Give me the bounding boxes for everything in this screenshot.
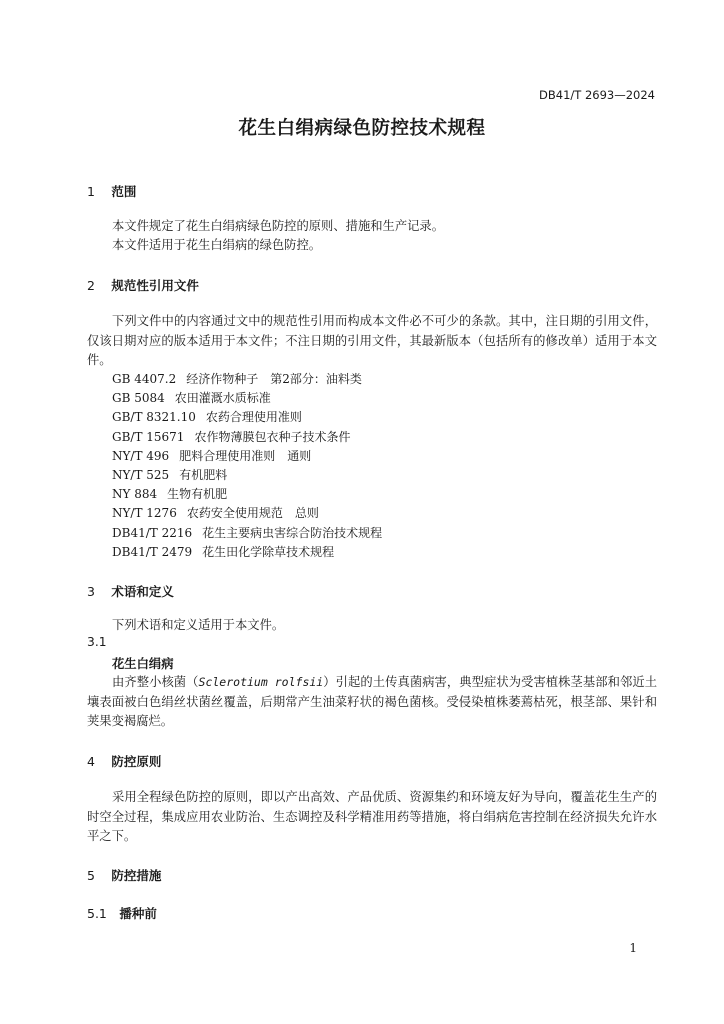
section-4-para: 采用全程绿色防控的原则，即以产出高效、产品优质、资源集约和环境友好为导向，覆盖花生生产的时空全过程，集成应用农业防治、生态调控及科学精准用药等措施，将白绢病危害控制在经济损失允许水平之下。 <box>87 790 657 843</box>
ref-name: 花生主要病虫害综合防治技术规程 <box>202 525 383 540</box>
list-item <box>112 370 382 389</box>
ref-code: DB41/T 2479 <box>112 544 193 559</box>
section-number: 4 <box>87 754 95 769</box>
list-item <box>112 543 382 562</box>
ref-name: 农作物薄膜包衣种子技术条件 <box>194 429 351 444</box>
latin-name: Sclerotium rolfsii <box>198 675 324 689</box>
definition-text: ）引起的土传真菌病害，典型症状为受害植株茎基部和邻近土壤表面被白色绢丝状菌丝覆盖，后期常产生油菜籽状的褐色菌核。受侵染植株萎蔫枯死，根茎部、果针和荚果变褐腐烂。 <box>87 675 657 728</box>
section-title: 规范性引用文件 <box>111 278 199 293</box>
ref-name: 农药安全使用规范 总则 <box>186 506 319 521</box>
section-3-heading <box>87 582 174 600</box>
section-title: 术语和定义 <box>111 584 174 599</box>
section-number: 2 <box>87 278 95 293</box>
term-definition <box>87 673 657 732</box>
ref-name: 生物有机肥 <box>167 487 228 502</box>
section-2-intro: 下列文件中的内容通过文中的规范性引用而构成本文件必不可少的条款。其中，注日期的引用文件，仅该日期对应的版本适用于本文件；不注日期的引用文件，其最新版本（包括所有的修改单）适用于本文件。 <box>87 314 657 367</box>
section-number: 5 <box>87 868 95 883</box>
ref-name: 肥料合理使用准则 通则 <box>179 448 312 463</box>
section-number: 1 <box>87 184 95 199</box>
section-title: 播种前 <box>119 906 157 921</box>
section-number: 5.1 <box>87 906 107 921</box>
section-title: 防控原则 <box>111 754 162 769</box>
list-item <box>112 524 382 543</box>
section-3-intro: 下列术语和定义适用于本文件。 <box>112 618 285 632</box>
document-title: 花生白绢病绿色防控技术规程 <box>238 118 486 139</box>
ref-code: NY/T 496 <box>112 448 170 463</box>
list-item <box>112 408 382 427</box>
standard-code: DB41/T 2693—2024 <box>539 88 655 102</box>
ref-code: GB 4407.2 <box>112 372 177 386</box>
definition-text: 由齐整小核菌（ <box>112 675 199 689</box>
section-title: 防控措施 <box>111 868 162 883</box>
section-1-para-1: 本文件规定了花生白绢病绿色防控的原则、措施和生产记录。 <box>112 219 445 233</box>
term-name: 花生白绢病 <box>112 657 174 671</box>
section-5-1-heading <box>87 904 157 922</box>
ref-name: 经济作物种子 第2部分：油料类 <box>186 372 362 386</box>
ref-name: 有机肥料 <box>179 468 228 483</box>
list-item <box>112 466 382 485</box>
list-item <box>112 504 382 523</box>
ref-code: NY/T 1276 <box>112 506 177 521</box>
ref-name: 花生田化学除草技术规程 <box>202 544 335 559</box>
term-number: 3.1 <box>87 635 107 649</box>
reference-list <box>112 370 382 562</box>
ref-code: GB/T 8321.10 <box>112 410 196 425</box>
section-title: 范围 <box>111 184 137 199</box>
section-number: 3 <box>87 584 95 599</box>
list-item <box>112 428 382 447</box>
list-item <box>112 485 382 504</box>
ref-code: NY 884 <box>112 487 158 502</box>
page-number: 1 <box>629 941 637 955</box>
ref-code: GB/T 15671 <box>112 429 185 444</box>
section-5-heading <box>87 866 161 884</box>
ref-name: 农田灌溉水质标准 <box>174 391 271 406</box>
ref-code: DB41/T 2216 <box>112 525 193 540</box>
section-4-heading <box>87 752 161 770</box>
section-1-heading <box>87 182 136 200</box>
list-item <box>112 389 382 408</box>
ref-name: 农药合理使用准则 <box>205 410 302 425</box>
ref-code: NY/T 525 <box>112 468 170 483</box>
ref-code: GB 5084 <box>112 391 165 406</box>
section-2-heading <box>87 276 199 294</box>
section-1-para-2: 本文件适用于花生白绢病的绿色防控。 <box>112 238 322 252</box>
list-item <box>112 447 382 466</box>
